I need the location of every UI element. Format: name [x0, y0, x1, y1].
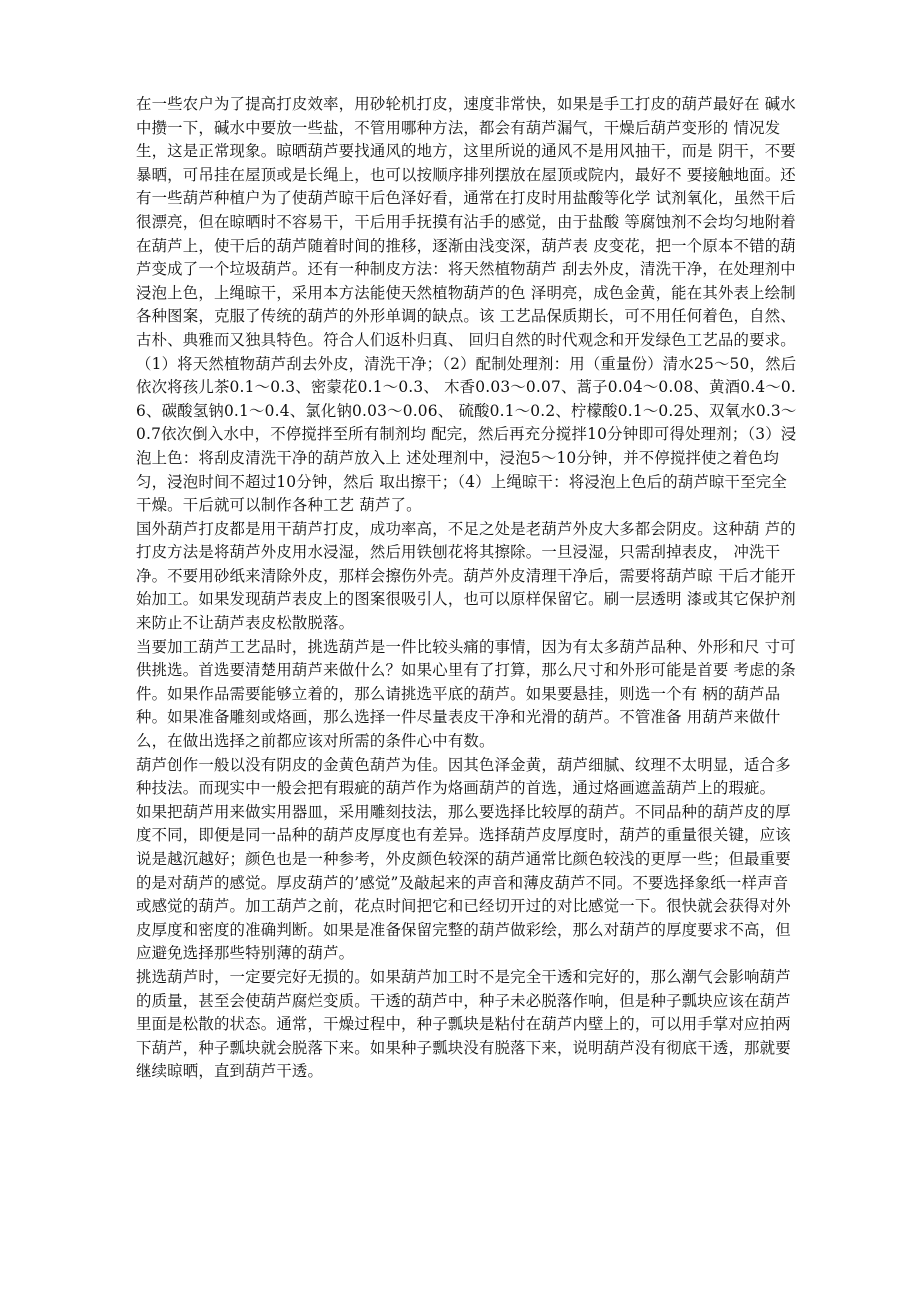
paragraph-foreign-method: 国外葫芦打皮都是用干葫芦打皮，成功率高，不足之处是老葫芦外皮大多都会阴皮。这种葫 芦的打皮方法是将葫芦外皮用水浸湿，然后用铁刨花将其擦除。一旦浸湿，只需刮掉表皮， 冲洗干净。不要用砂纸来清除外皮，那样会擦伤外壳。葫芦外皮清理干净后，需要将葫芦晾 干后才能开始加工。如果发现葫芦表皮上的图案很吸引人，也可以原样保留它。刷一层透明 漆或其它保护剂来防止不让葫芦表皮松散脱落。 [136, 519, 796, 633]
paragraph-thickness: 如果把葫芦用来做实用器皿，采用雕刻技法，那么要选择比较厚的葫芦。不同品种的葫芦皮的厚度不同，即便是同一品种的葫芦皮厚度也有差异。选择葫芦皮厚度时，葫芦的重量很关键，应该说是越沉越好；颜色也是一种参考，外皮颜色较深的葫芦通常比颜色较浅的更厚一些；但最重要的是对葫芦的感觉。厚皮葫芦的’感觉”及敲起来的声音和薄皮葫芦不同。不要选择象纸一样声音或感觉的葫芦。加工葫芦之前，花点时间把它和已经切开过的对比感觉一下。很快就会获得对外皮厚度和密度的准确判断。如果是准备保留完整的葫芦做彩绘，那么对葫芦的厚度要求不高，但应避免选择那些特别薄的葫芦。 [136, 802, 791, 963]
paragraph-skin-processing: 在一些农户为了提高打皮效率，用砂轮机打皮，速度非常快，如果是手工打皮的葫芦最好在 碱水中攒一下，碱水中要放一些盐，不管用哪种方法，都会有葫芦漏气，干燥后葫芦变形的 情况发生，这是正常现象。晾晒葫芦要找通风的地方，这里所说的通风不是用风抽干，而是 阴干，不要暴晒，可吊挂在屋顶或是长绳上，也可以按顺序排列摆放在屋顶或院内，最好不 要接触地面。还有一些葫芦种植户为了使葫芦晾干后色泽好看，通常在打皮时用盐酸等化学 试剂氧化，虽然干后很漂亮，但在晾晒时不容易干，干后用手抚摸有沾手的感觉，由于盐酸 等腐蚀剂不会均匀地附着在葫芦上，使干后的葫芦随着时间的推移，逐渐由浅变深，葫芦表 皮变花，把一个原本不错的葫芦变成了一个垃圾葫芦。还有一种制皮方法：将天然植物葫芦 刮去外皮，清洗干净，在处理剂中浸泡上色，上绳晾干，采用本方法能使天然植物葫芦的色 泽明亮，成色金黄，能在其外表上绘制各种图案，克服了传统的葫芦的外形单调的缺点。该 工艺品保质期长，可不用任何着色，自然、古朴、典雅而又独具特色。符合人们返朴归真、 回归自然的时代观念和开发绿色工艺品的要求。（1）将天然植物葫芦刮去外皮，清洗干净；（2）配制处理剂：用（重量份）清水25～50，然后依次将孩儿茶0.1～0.3、密蒙花0.1～0.3、 木香0.03～0.07、蒿子0.04～0.08、黄酒0.4～0.6、碳酸氢钠0.1～0.4、氯化钠0.03～0.06、 硫酸0.1～0.2、柠檬酸0.1～0.25、双氧水0.3～0.7依次倒入水中，不停搅拌至所有制剂均 配完，然后再充分搅拌10分钟即可得处理剂；（3）浸泡上色：将刮皮清洗干净的葫芦放入上 述处理剂中，浸泡5～10分钟，并不停搅拌使之着色均匀，浸泡时间不超过10分钟，然后 取出擦干；（4）上绳晾干：将浸泡上色后的葫芦晾干至完全干燥。干后就可以制作各种工艺 葫芦了。 [136, 95, 797, 515]
document-page [136, 93, 798, 1084]
paragraph-selecting-gourd: 当要加工葫芦工艺品时，挑选葫芦是一件比较头痛的事情，因为有太多葫芦品种、外形和尺 寸可供挑选。首选要清楚用葫芦来做什么？如果心里有了打算，那么尺寸和外形可能是首要 考虑的条件。如果作品需要能够立着的，那么请挑选平底的葫芦。如果要悬挂，则选一个有 柄的葫芦品种。如果准备雕刻或烙画，那么选择一件尽量表皮干净和光滑的葫芦。不管准备 用葫芦来做什么，在做出选择之前都应该对所需的条件心中有数。 [136, 637, 796, 751]
paragraph-golden-gourd: 葫芦创作一般以没有阴皮的金黄色葫芦为佳。因其色泽金黄，葫芦细腻、纹理不太明显，适合多种技法。而现实中一般会把有瑕疵的葫芦作为烙画葫芦的首选，通过烙画遮盖葫芦上的瑕疵。 [136, 755, 791, 798]
paragraph-dryness: 挑选葫芦时，一定要完好无损的。如果葫芦加工时不是完全干透和完好的，那么潮气会影响葫芦的质量，甚至会使葫芦腐烂变质。干透的葫芦中，种子未必脱落作响，但是种子瓢块应该在葫芦里面是松散的状态。通常，干燥过程中，种子瓢块是粘付在葫芦内壁上的，可以用手掌对应拍两下葫芦，种子瓢块就会脱落下来。如果种子瓢块没有脱落下来，说明葫芦没有彻底干透，那就要继续晾晒，直到葫芦干透。 [136, 967, 791, 1081]
